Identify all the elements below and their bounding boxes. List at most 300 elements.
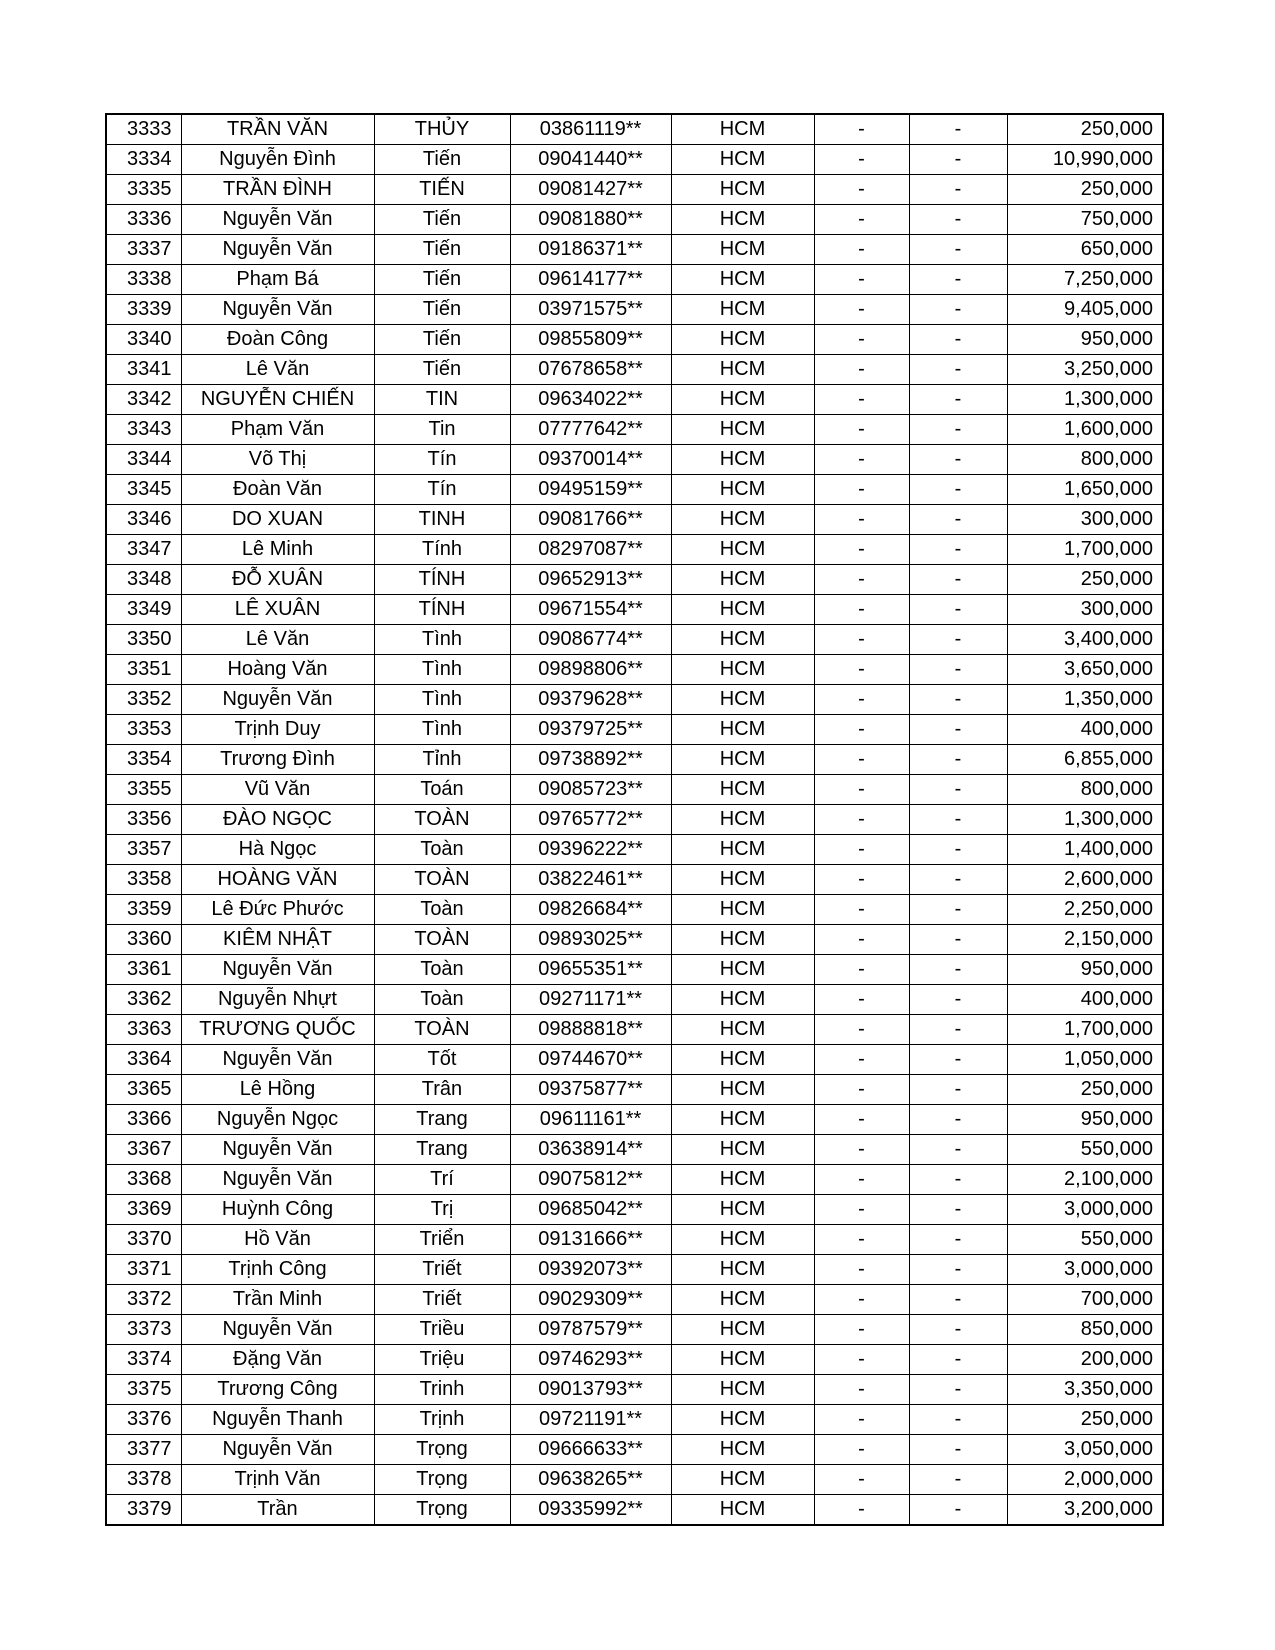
amount-cell: 250,000 [1007, 565, 1163, 595]
given-name-cell: Trọng [374, 1435, 510, 1465]
city-cell: HCM [671, 415, 814, 445]
amount-cell: 1,700,000 [1007, 535, 1163, 565]
row-number-cell: 3339 [106, 295, 181, 325]
phone-cell: 09614177** [510, 265, 671, 295]
given-name-cell: Trí [374, 1165, 510, 1195]
table-row [106, 955, 1163, 985]
donor-table [105, 113, 1164, 1526]
surname-cell: Hồ Văn [181, 1225, 374, 1255]
amount-cell: 750,000 [1007, 205, 1163, 235]
phone-cell: 09898806** [510, 655, 671, 685]
dash-cell-2: - [909, 1195, 1007, 1225]
amount-cell: 1,700,000 [1007, 1015, 1163, 1045]
city-cell: HCM [671, 685, 814, 715]
table-row [106, 805, 1163, 835]
city-cell: HCM [671, 235, 814, 265]
city-cell: HCM [671, 325, 814, 355]
city-cell: HCM [671, 145, 814, 175]
dash-cell-2: - [909, 1135, 1007, 1165]
dash-cell-1: - [814, 535, 909, 565]
surname-cell: Trương Đình [181, 745, 374, 775]
phone-cell: 09396222** [510, 835, 671, 865]
table-row [106, 175, 1163, 205]
surname-cell: Nguyễn Văn [181, 205, 374, 235]
phone-cell: 09186371** [510, 235, 671, 265]
phone-cell: 07678658** [510, 355, 671, 385]
surname-cell: Huỳnh Công [181, 1195, 374, 1225]
city-cell: HCM [671, 1405, 814, 1435]
table-row [106, 775, 1163, 805]
row-number-cell: 3346 [106, 505, 181, 535]
dash-cell-2: - [909, 325, 1007, 355]
dash-cell-2: - [909, 355, 1007, 385]
surname-cell: KIÊM NHẬT [181, 925, 374, 955]
amount-cell: 3,050,000 [1007, 1435, 1163, 1465]
table-row [106, 595, 1163, 625]
dash-cell-2: - [909, 415, 1007, 445]
surname-cell: Đoàn Công [181, 325, 374, 355]
row-number-cell: 3336 [106, 205, 181, 235]
surname-cell: NGUYỄN CHIẾN [181, 385, 374, 415]
row-number-cell: 3367 [106, 1135, 181, 1165]
phone-cell: 09738892** [510, 745, 671, 775]
amount-cell: 10,990,000 [1007, 145, 1163, 175]
dash-cell-2: - [909, 1045, 1007, 1075]
dash-cell-1: - [814, 1435, 909, 1465]
given-name-cell: Trân [374, 1075, 510, 1105]
row-number-cell: 3374 [106, 1345, 181, 1375]
city-cell: HCM [671, 1195, 814, 1225]
dash-cell-1: - [814, 835, 909, 865]
row-number-cell: 3368 [106, 1165, 181, 1195]
table-row [106, 235, 1163, 265]
amount-cell: 850,000 [1007, 1315, 1163, 1345]
given-name-cell: Toàn [374, 835, 510, 865]
dash-cell-2: - [909, 385, 1007, 415]
table-row [106, 1015, 1163, 1045]
phone-cell: 07777642** [510, 415, 671, 445]
given-name-cell: Tín [374, 445, 510, 475]
row-number-cell: 3370 [106, 1225, 181, 1255]
amount-cell: 7,250,000 [1007, 265, 1163, 295]
dash-cell-2: - [909, 265, 1007, 295]
dash-cell-1: - [814, 1255, 909, 1285]
surname-cell: Trịnh Công [181, 1255, 374, 1285]
amount-cell: 2,100,000 [1007, 1165, 1163, 1195]
city-cell: HCM [671, 114, 814, 145]
dash-cell-2: - [909, 595, 1007, 625]
row-number-cell: 3357 [106, 835, 181, 865]
amount-cell: 1,300,000 [1007, 805, 1163, 835]
surname-cell: Lê Văn [181, 355, 374, 385]
given-name-cell: Tình [374, 685, 510, 715]
table-row [106, 205, 1163, 235]
phone-cell: 09893025** [510, 925, 671, 955]
amount-cell: 200,000 [1007, 1345, 1163, 1375]
amount-cell: 950,000 [1007, 325, 1163, 355]
table-row [106, 535, 1163, 565]
table-row [106, 265, 1163, 295]
table-row [106, 325, 1163, 355]
table-row [106, 1435, 1163, 1465]
surname-cell: Lê Văn [181, 625, 374, 655]
surname-cell: Nguyễn Văn [181, 1435, 374, 1465]
surname-cell: LÊ XUÂN [181, 595, 374, 625]
row-number-cell: 3375 [106, 1375, 181, 1405]
city-cell: HCM [671, 505, 814, 535]
row-number-cell: 3376 [106, 1405, 181, 1435]
city-cell: HCM [671, 1375, 814, 1405]
surname-cell: Võ Thị [181, 445, 374, 475]
surname-cell: Trần Minh [181, 1285, 374, 1315]
amount-cell: 3,250,000 [1007, 355, 1163, 385]
phone-cell: 09379628** [510, 685, 671, 715]
row-number-cell: 3364 [106, 1045, 181, 1075]
city-cell: HCM [671, 715, 814, 745]
table-row [106, 925, 1163, 955]
dash-cell-1: - [814, 1015, 909, 1045]
table-row [106, 895, 1163, 925]
amount-cell: 1,650,000 [1007, 475, 1163, 505]
table-row [106, 1495, 1163, 1526]
given-name-cell: Tín [374, 475, 510, 505]
surname-cell: Phạm Văn [181, 415, 374, 445]
given-name-cell: Tiến [374, 235, 510, 265]
dash-cell-2: - [909, 1375, 1007, 1405]
dash-cell-1: - [814, 1075, 909, 1105]
given-name-cell: Trinh [374, 1375, 510, 1405]
given-name-cell: Tốt [374, 1045, 510, 1075]
phone-cell: 09671554** [510, 595, 671, 625]
given-name-cell: Triết [374, 1285, 510, 1315]
amount-cell: 1,600,000 [1007, 415, 1163, 445]
given-name-cell: Trọng [374, 1495, 510, 1526]
table-row [106, 1345, 1163, 1375]
phone-cell: 09081427** [510, 175, 671, 205]
table-row [106, 1135, 1163, 1165]
amount-cell: 300,000 [1007, 505, 1163, 535]
dash-cell-2: - [909, 1495, 1007, 1526]
amount-cell: 3,200,000 [1007, 1495, 1163, 1526]
dash-cell-1: - [814, 775, 909, 805]
city-cell: HCM [671, 445, 814, 475]
row-number-cell: 3373 [106, 1315, 181, 1345]
amount-cell: 3,350,000 [1007, 1375, 1163, 1405]
amount-cell: 1,350,000 [1007, 685, 1163, 715]
dash-cell-1: - [814, 745, 909, 775]
dash-cell-1: - [814, 475, 909, 505]
table-row [106, 1285, 1163, 1315]
surname-cell: ĐỖ XUÂN [181, 565, 374, 595]
given-name-cell: TÍNH [374, 565, 510, 595]
surname-cell: Nguyễn Văn [181, 685, 374, 715]
phone-cell: 09370014** [510, 445, 671, 475]
table-row [106, 715, 1163, 745]
dash-cell-1: - [814, 235, 909, 265]
surname-cell: Đặng Văn [181, 1345, 374, 1375]
amount-cell: 250,000 [1007, 175, 1163, 205]
dash-cell-2: - [909, 1285, 1007, 1315]
amount-cell: 950,000 [1007, 955, 1163, 985]
amount-cell: 400,000 [1007, 985, 1163, 1015]
given-name-cell: Tình [374, 625, 510, 655]
surname-cell: Nguyễn Nhựt [181, 985, 374, 1015]
city-cell: HCM [671, 865, 814, 895]
amount-cell: 800,000 [1007, 445, 1163, 475]
given-name-cell: Tiến [374, 145, 510, 175]
phone-cell: 09075812** [510, 1165, 671, 1195]
city-cell: HCM [671, 655, 814, 685]
dash-cell-1: - [814, 565, 909, 595]
dash-cell-2: - [909, 685, 1007, 715]
row-number-cell: 3338 [106, 265, 181, 295]
table-row [106, 355, 1163, 385]
city-cell: HCM [671, 265, 814, 295]
phone-cell: 09086774** [510, 625, 671, 655]
table-row [106, 415, 1163, 445]
amount-cell: 3,650,000 [1007, 655, 1163, 685]
dash-cell-1: - [814, 715, 909, 745]
dash-cell-1: - [814, 655, 909, 685]
table-row [106, 1465, 1163, 1495]
dash-cell-1: - [814, 865, 909, 895]
city-cell: HCM [671, 595, 814, 625]
table-row [106, 295, 1163, 325]
dash-cell-1: - [814, 1225, 909, 1255]
phone-cell: 09746293** [510, 1345, 671, 1375]
amount-cell: 250,000 [1007, 1075, 1163, 1105]
city-cell: HCM [671, 475, 814, 505]
phone-cell: 09888818** [510, 1015, 671, 1045]
dash-cell-2: - [909, 925, 1007, 955]
city-cell: HCM [671, 385, 814, 415]
dash-cell-2: - [909, 1345, 1007, 1375]
phone-cell: 09652913** [510, 565, 671, 595]
dash-cell-2: - [909, 655, 1007, 685]
table-row [106, 1165, 1163, 1195]
given-name-cell: TOÀN [374, 925, 510, 955]
table-row [106, 745, 1163, 775]
surname-cell: Hà Ngọc [181, 835, 374, 865]
city-cell: HCM [671, 955, 814, 985]
dash-cell-1: - [814, 505, 909, 535]
given-name-cell: TÍNH [374, 595, 510, 625]
dash-cell-2: - [909, 145, 1007, 175]
row-number-cell: 3372 [106, 1285, 181, 1315]
dash-cell-2: - [909, 895, 1007, 925]
surname-cell: Đoàn Văn [181, 475, 374, 505]
dash-cell-2: - [909, 1315, 1007, 1345]
dash-cell-1: - [814, 1285, 909, 1315]
amount-cell: 550,000 [1007, 1225, 1163, 1255]
dash-cell-2: - [909, 835, 1007, 865]
phone-cell: 09013793** [510, 1375, 671, 1405]
surname-cell: Nguyễn Văn [181, 955, 374, 985]
row-number-cell: 3359 [106, 895, 181, 925]
row-number-cell: 3343 [106, 415, 181, 445]
row-number-cell: 3340 [106, 325, 181, 355]
city-cell: HCM [671, 1105, 814, 1135]
amount-cell: 2,250,000 [1007, 895, 1163, 925]
dash-cell-1: - [814, 805, 909, 835]
dash-cell-2: - [909, 1405, 1007, 1435]
row-number-cell: 3354 [106, 745, 181, 775]
given-name-cell: TOÀN [374, 805, 510, 835]
table-row [106, 985, 1163, 1015]
phone-cell: 09379725** [510, 715, 671, 745]
row-number-cell: 3363 [106, 1015, 181, 1045]
surname-cell: ĐÀO NGỌC [181, 805, 374, 835]
dash-cell-2: - [909, 1465, 1007, 1495]
dash-cell-2: - [909, 1225, 1007, 1255]
given-name-cell: Tỉnh [374, 745, 510, 775]
phone-cell: 03971575** [510, 295, 671, 325]
city-cell: HCM [671, 295, 814, 325]
phone-cell: 09787579** [510, 1315, 671, 1345]
row-number-cell: 3378 [106, 1465, 181, 1495]
surname-cell: Trịnh Duy [181, 715, 374, 745]
row-number-cell: 3353 [106, 715, 181, 745]
dash-cell-2: - [909, 235, 1007, 265]
dash-cell-2: - [909, 505, 1007, 535]
given-name-cell: TIẾN [374, 175, 510, 205]
surname-cell: TRẦN VĂN [181, 114, 374, 145]
row-number-cell: 3365 [106, 1075, 181, 1105]
given-name-cell: Triều [374, 1315, 510, 1345]
dash-cell-1: - [814, 1135, 909, 1165]
row-number-cell: 3362 [106, 985, 181, 1015]
table-row [106, 1105, 1163, 1135]
surname-cell: Trịnh Văn [181, 1465, 374, 1495]
dash-cell-1: - [814, 1045, 909, 1075]
dash-cell-1: - [814, 325, 909, 355]
phone-cell: 09666633** [510, 1435, 671, 1465]
surname-cell: Nguyễn Văn [181, 1135, 374, 1165]
city-cell: HCM [671, 565, 814, 595]
dash-cell-1: - [814, 114, 909, 145]
dash-cell-1: - [814, 445, 909, 475]
given-name-cell: Toàn [374, 955, 510, 985]
city-cell: HCM [671, 1075, 814, 1105]
dash-cell-2: - [909, 535, 1007, 565]
phone-cell: 09335992** [510, 1495, 671, 1526]
dash-cell-2: - [909, 1105, 1007, 1135]
city-cell: HCM [671, 1255, 814, 1285]
dash-cell-1: - [814, 1195, 909, 1225]
city-cell: HCM [671, 805, 814, 835]
amount-cell: 650,000 [1007, 235, 1163, 265]
table-row [106, 685, 1163, 715]
dash-cell-1: - [814, 295, 909, 325]
amount-cell: 1,400,000 [1007, 835, 1163, 865]
table-row [106, 114, 1163, 145]
dash-cell-1: - [814, 175, 909, 205]
row-number-cell: 3358 [106, 865, 181, 895]
dash-cell-1: - [814, 1165, 909, 1195]
phone-cell: 09081880** [510, 205, 671, 235]
row-number-cell: 3342 [106, 385, 181, 415]
given-name-cell: Toàn [374, 985, 510, 1015]
surname-cell: Nguyễn Văn [181, 1165, 374, 1195]
surname-cell: Nguyễn Thanh [181, 1405, 374, 1435]
surname-cell: Nguyễn Văn [181, 235, 374, 265]
table-row [106, 145, 1163, 175]
table-row [106, 505, 1163, 535]
city-cell: HCM [671, 355, 814, 385]
surname-cell: Vũ Văn [181, 775, 374, 805]
dash-cell-2: - [909, 175, 1007, 205]
table-row [106, 1375, 1163, 1405]
city-cell: HCM [671, 925, 814, 955]
dash-cell-2: - [909, 114, 1007, 145]
given-name-cell: Triển [374, 1225, 510, 1255]
phone-cell: 09375877** [510, 1075, 671, 1105]
given-name-cell: THỦY [374, 114, 510, 145]
city-cell: HCM [671, 1315, 814, 1345]
city-cell: HCM [671, 1345, 814, 1375]
row-number-cell: 3366 [106, 1105, 181, 1135]
dash-cell-2: - [909, 775, 1007, 805]
dash-cell-2: - [909, 1255, 1007, 1285]
dash-cell-2: - [909, 1165, 1007, 1195]
dash-cell-2: - [909, 955, 1007, 985]
table-row [106, 1225, 1163, 1255]
amount-cell: 950,000 [1007, 1105, 1163, 1135]
dash-cell-2: - [909, 985, 1007, 1015]
given-name-cell: Trang [374, 1135, 510, 1165]
city-cell: HCM [671, 835, 814, 865]
dash-cell-2: - [909, 715, 1007, 745]
dash-cell-1: - [814, 355, 909, 385]
row-number-cell: 3369 [106, 1195, 181, 1225]
dash-cell-1: - [814, 955, 909, 985]
phone-cell: 03822461** [510, 865, 671, 895]
given-name-cell: Tình [374, 715, 510, 745]
phone-cell: 09611161** [510, 1105, 671, 1135]
given-name-cell: TIN [374, 385, 510, 415]
phone-cell: 09855809** [510, 325, 671, 355]
dash-cell-1: - [814, 895, 909, 925]
given-name-cell: Tình [374, 655, 510, 685]
row-number-cell: 3335 [106, 175, 181, 205]
dash-cell-1: - [814, 145, 909, 175]
dash-cell-1: - [814, 985, 909, 1015]
given-name-cell: Tiến [374, 325, 510, 355]
city-cell: HCM [671, 1285, 814, 1315]
row-number-cell: 3334 [106, 145, 181, 175]
row-number-cell: 3356 [106, 805, 181, 835]
city-cell: HCM [671, 1495, 814, 1526]
row-number-cell: 3360 [106, 925, 181, 955]
dash-cell-1: - [814, 1345, 909, 1375]
amount-cell: 3,400,000 [1007, 625, 1163, 655]
table-row [106, 1195, 1163, 1225]
surname-cell: Lê Đức Phước [181, 895, 374, 925]
table-row [106, 1075, 1163, 1105]
city-cell: HCM [671, 745, 814, 775]
city-cell: HCM [671, 1045, 814, 1075]
amount-cell: 3,000,000 [1007, 1255, 1163, 1285]
dash-cell-1: - [814, 415, 909, 445]
city-cell: HCM [671, 1225, 814, 1255]
given-name-cell: Trịnh [374, 1405, 510, 1435]
phone-cell: 09495159** [510, 475, 671, 505]
table-row [106, 865, 1163, 895]
table-row [106, 625, 1163, 655]
given-name-cell: Tiến [374, 265, 510, 295]
city-cell: HCM [671, 985, 814, 1015]
phone-cell: 09131666** [510, 1225, 671, 1255]
